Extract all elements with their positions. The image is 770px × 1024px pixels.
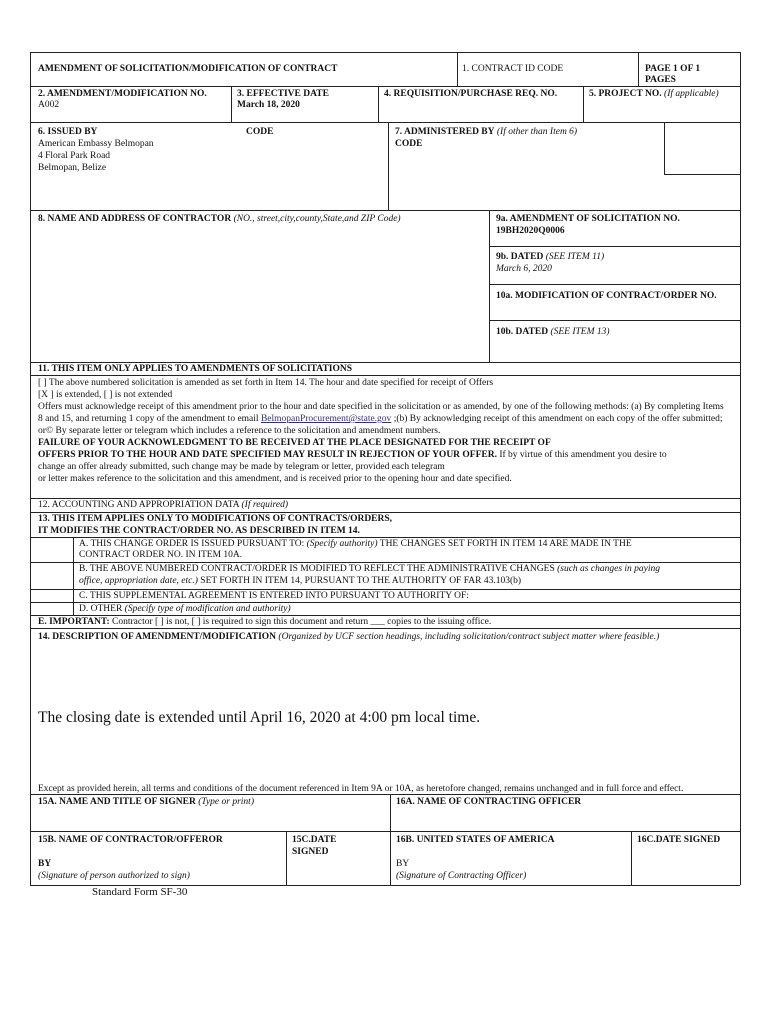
item-e-label: E. IMPORTANT: <box>38 617 110 627</box>
item-11-instructions <box>38 401 728 437</box>
form-name-footer: Standard Form SF-30 <box>92 886 188 898</box>
contractor-date-label-2: SIGNED <box>292 847 329 857</box>
item-11-heading: 11. THIS ITEM ONLY APPLIES TO AMENDMENTS OF SOLICITATIONS <box>38 364 353 374</box>
issued-by-label: 6. ISSUED BY <box>38 127 98 137</box>
item-13a-rest: THE CHANGES SET FORTH IN ITEM 14 ARE MADE IN THE <box>377 539 632 549</box>
item-13a-italic: (Specify authority) <box>306 539 378 549</box>
item-10b-label: 10b. DATED <box>496 327 549 337</box>
item-13d-text: D. OTHER <box>79 604 125 614</box>
item-10b-note: (SEE ITEM 13) <box>550 327 610 337</box>
item-9a-label: 9a. AMENDMENT OF SOLICITATION NO. <box>496 214 680 224</box>
item-13-heading-1: 13. THIS ITEM APPLIES ONLY TO MODIFICATIONS OF CONTRACTS/ORDERS, <box>38 514 393 524</box>
effective-date-label: 3. EFFECTIVE DATE <box>237 89 329 99</box>
item-11-failure-cont: If by virtue of this amendment you desire to <box>496 450 667 460</box>
item-13d-italic: (Specify type of modification and authority) <box>124 604 291 614</box>
issued-by-line-2: 4 Floral Park Road <box>38 151 111 161</box>
item-13a-line-2: CONTRACT ORDER NO. IN ITEM 10A. <box>79 550 243 560</box>
officer-date-label: 16C.DATE SIGNED <box>637 835 721 845</box>
contractor-date-label-1: 15C.DATE <box>292 835 337 845</box>
item-14-description: The closing date is extended until April 16, 2020 at 4:00 pm local time. <box>38 709 481 726</box>
item-11-failure-line-2: OFFERS PRIOR TO THE HOUR AND DATE SPECIFIED MAY RESULT IN REJECTION OF YOUR OFFER. <box>38 450 497 460</box>
signer-name-label: 15A. NAME AND TITLE OF SIGNER <box>38 797 196 807</box>
item-13c-line: C. THIS SUPPLEMENTAL AGREEMENT IS ENTERED INTO PURSUANT TO AUTHORITY OF: <box>79 591 469 601</box>
item-13b-rest: SET FORTH IN ITEM 14, PURSUANT TO THE AUTHORITY OF FAR 43.103(b) <box>197 576 522 586</box>
contractor-by-label: BY <box>38 859 52 869</box>
item-11-failure-group <box>38 449 667 461</box>
item-13b-italic: (such as changes in paying <box>557 564 661 574</box>
signer-name-note: (Type or print) <box>195 797 254 807</box>
form-title: AMENDMENT OF SOLICITATION/MODIFICATION OF CONTRACT <box>38 64 338 74</box>
project-note: (If applicable) <box>664 89 719 99</box>
administered-by-note: (If other than Item 6) <box>496 127 578 137</box>
administered-by-code-label: CODE <box>395 139 423 149</box>
contract-id-label: 1. CONTRACT ID CODE <box>462 64 564 74</box>
project-label-group <box>589 88 719 100</box>
contractor-label: 8. NAME AND ADDRESS OF CONTRACTOR <box>38 214 232 224</box>
item-13-heading-2: IT MODIFIES THE CONTRACT/ORDER NO. AS DESCRIBED IN ITEM 14. <box>38 526 360 536</box>
item-13b-italic-2: office, appropriation date, etc.) <box>79 576 198 586</box>
contractor-offeror-label: 15B. NAME OF CONTRACTOR/OFFEROR <box>38 835 223 845</box>
pages-label: PAGES <box>645 75 676 85</box>
item-11-change-line: change an offer already submitted, such change may be made by telegram or letter, provided each telegram <box>38 462 445 472</box>
item-13d-line <box>79 603 291 615</box>
item-13b-text: B. THE ABOVE NUMBERED CONTRACT/ORDER IS MODIFIED TO REFLECT THE ADMINISTRATIVE CHANGES <box>79 564 558 574</box>
item-14-except-clause: Except as provided herein, all terms and conditions of the document referenced in Item 9A or 10A, as heretofore changed, remains unchanged and in full force and effect. <box>38 784 684 794</box>
item-14-label: 14. DESCRIPTION OF AMENDMENT/MODIFICATION <box>38 632 277 642</box>
item-e-text: Contractor [ ] is not, [ ] is required to sign this document and return ___ copies to the issuing office. <box>109 617 492 627</box>
item-9a-value: 19BH2020Q0006 <box>496 226 565 236</box>
item-13b-line-1 <box>79 563 660 575</box>
item-9b-note: (SEE ITEM 11) <box>545 252 605 262</box>
item-12-group <box>38 499 288 511</box>
item-12-note: (If required) <box>241 500 289 510</box>
item-11-last-line: or letter makes reference to the solicitation and this amendment, and is received prior to the opening hour and date specified. <box>38 474 512 484</box>
contractor-label-group <box>38 213 401 225</box>
officer-by-label: BY <box>396 859 410 869</box>
item-11-failure-line-1: FAILURE OF YOUR ACKNOWLEDGMENT TO BE RECEIVED AT THE PLACE DESIGNATED FOR THE RECEIPT OF <box>38 438 551 448</box>
contractor-signature-caption: (Signature of person authorized to sign) <box>38 871 190 881</box>
requisition-label: 4. REQUISITION/PURCHASE REQ. NO. <box>384 89 558 99</box>
amendment-no-value: A002 <box>38 100 60 110</box>
amendment-no-label: 2. AMENDMENT/MODIFICATION NO. <box>38 89 207 99</box>
issued-by-line-1: American Embassy Belmopan <box>38 139 154 149</box>
item-13a-text: A. THIS CHANGE ORDER IS ISSUED PURSUANT TO: <box>79 539 307 549</box>
administered-by-group <box>395 126 577 138</box>
item-11-instructions-a: Offers must acknowledge receipt of this amendment prior to the hour and date specified in the solicitation or as amended, by one of the following methods: (a) By completing Items 8 and 15, and returning 1 copy of the amendment to email <box>38 402 724 424</box>
item-10b-group <box>496 326 610 338</box>
contracting-officer-label: 16A. NAME OF CONTRACTING OFFICER <box>396 797 582 807</box>
item-e-line <box>38 616 491 628</box>
item-14-heading <box>38 631 659 643</box>
procurement-email-link[interactable]: BelmopanProcurement@state.gov <box>260 414 392 424</box>
contractor-note: (NO., street,city,county,State,and ZIP Code) <box>233 214 401 224</box>
item-9b-group <box>496 251 604 263</box>
item-12-label: 12. ACCOUNTING AND APPROPRIATION DATA <box>38 500 240 510</box>
item-10a-label: 10a. MODIFICATION OF CONTRACT/ORDER NO. <box>496 291 717 301</box>
item-11-instructions-b: ;(b) By acknowledging receipt of this amendment on each copy of the offer submitted; or© By separate letter or telegram which includes a reference to the solicitation and amendment numbers. <box>38 414 723 436</box>
item-11-line-2: [X ] is extended, [ ] is not extended <box>38 390 173 400</box>
page-count-label: PAGE 1 OF 1 <box>645 64 701 74</box>
item-11-line-1: [ ] The above numbered solicitation is amended as set forth in Item 14. The hour and date specified for receipt of Offers <box>38 378 494 388</box>
item-9b-value: March 6, 2020 <box>496 264 552 274</box>
united-states-label: 16B. UNITED STATES OF AMERICA <box>396 835 555 845</box>
issued-by-code-label: CODE <box>246 127 274 137</box>
item-9b-label: 9b. DATED <box>496 252 544 262</box>
issued-by-line-3: Belmopan, Belize <box>38 163 107 173</box>
project-label: 5. PROJECT NO. <box>589 89 662 99</box>
signer-name-group <box>38 796 254 808</box>
item-14-note: (Organized by UCF section headings, including solicitation/contract subject matter where feasible.) <box>276 632 660 642</box>
item-13b-line-2 <box>79 575 521 587</box>
administered-by-label: 7. ADMINISTERED BY <box>395 127 495 137</box>
officer-signature-caption: (Signature of Contracting Officer) <box>396 871 527 881</box>
effective-date-value: March 18, 2020 <box>237 100 300 110</box>
